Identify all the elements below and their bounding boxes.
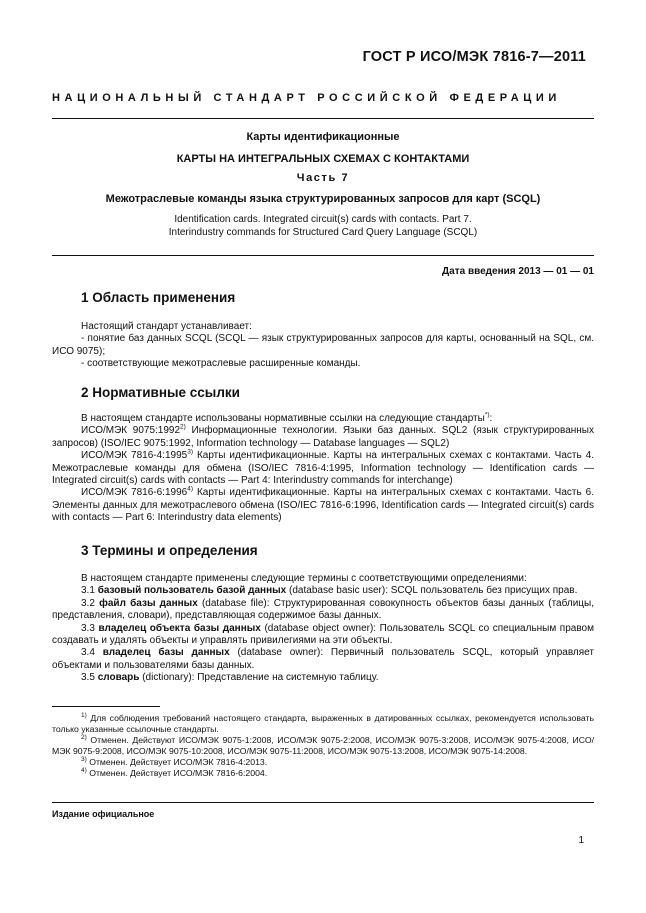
term-3-5: 3.5 словарь (dictionary): Представление на системную таблицу. [81, 672, 379, 684]
reference-iso-9075: ИСО/МЭК 9075:1992$^{2)}$ Информационные технологии. Языки баз данных. SQL2 (язык структурированных запросов) (ISO/IEC 9075:1992, Information technology — Database languages — SQL2) [52, 424, 594, 449]
term-3-1: 3.1 базовый пользователь базой данных (database basic user): SCQL пользователь без присущих прав. [81, 585, 578, 597]
footnote-divider [52, 706, 160, 707]
page-number: 1 [578, 835, 584, 846]
section-1-p2: - понятие баз данных SCQL (SCQL — язык структурированных запросов для карты, основанный на SQL, см. ИСО 9075); [52, 333, 594, 357]
section-2-intro: В настоящем стандарте использованы нормативные ссылки на следующие стандарты*): [81, 411, 493, 424]
footnotes [52, 713, 594, 779]
official-publication-label: Издание официальное [52, 809, 155, 819]
title-line-1: Карты идентификационные [246, 131, 400, 143]
section-2-body [52, 413, 594, 525]
section-3-body [52, 573, 594, 685]
section-3-intro: В настоящем стандарте применены следующие термины с соответствующими определениями: [81, 573, 527, 584]
title-part: Часть 7 [296, 172, 350, 184]
section-1-p1: Настоящий стандарт устанавливает: [81, 321, 252, 332]
term-3-2: 3.2 файл базы данных (database file): Структурированная совокупность объектов базы данных (таблицы, представления, словари), представляющая содержимое базы данных. [52, 597, 594, 622]
introduction-date: Дата введения 2013 — 01 — 01 [442, 266, 594, 277]
reference-iso-7816-6: ИСО/МЭК 7816-6:1996$^{4)}$ Карты идентификационные. Карты на интегральных схемах с контактами. Часть 6. Элементы данных для межотраслевого обмена (ISO/IEC 7816-6:1996, Identification cards — Integrated circuit(s) cards with contacts — Part 6: Interindustry data elements) [52, 486, 594, 524]
term-3-4: 3.4 владелец базы данных (database owner): Первичный пользователь SCQL, который управляет объектами и пользователями базы данных. [52, 647, 594, 671]
english-title-line-1: Identification cards. Integrated circuit(s) cards with contacts. Part 7. [174, 214, 472, 225]
top-divider [52, 118, 594, 119]
section-2-heading: 2 Нормативные ссылки [81, 385, 240, 400]
section-1-heading: 1 Область применения [81, 290, 236, 305]
section-1-p3: - соответствующие межотраслевые расширенные команды. [81, 358, 361, 370]
footnote-2: $^{2)}$ Отменен. Действуют ИСО/МЭК 9075-1:2008, ИСО/МЭК 9075-2:2008, ИСО/МЭК 9075-3:2008, ИСО/МЭК 9075-4:2008, ИСО/МЭК 9075-9:2008, ИСО/МЭК 9075-10:2008, ИСО/МЭК 9075-11:2008, ИСО/МЭК 9075-13:2008, ИСО/МЭК 9075-14:2008. [52, 734, 594, 756]
term-3-3: 3.3 владелец объекта базы данных (database object owner): Пользователь SCQL со специальным правом создавать и удалять объекты и управлять привилегиями на эти объекты. [52, 622, 594, 647]
english-title [52, 213, 594, 239]
title-line-2: КАРТЫ НА ИНТЕГРАЛЬНЫХ СХЕМАХ С КОНТАКТАМИ [176, 153, 470, 165]
national-standard-banner: НАЦИОНАЛЬНЫЙ СТАНДАРТ РОССИЙСКОЙ ФЕДЕРАЦИИ [52, 92, 561, 104]
footnote-4: $^{4)}$ Отменен. Действует ИСО/МЭК 7816-6:2004. [81, 767, 268, 778]
english-title-line-2: Interindustry commands for Structured Card Query Language (SCQL) [168, 227, 478, 238]
section-1-body [52, 321, 594, 371]
standard-number: ГОСТ Р ИСО/МЭК 7816-7—2011 [362, 49, 586, 65]
footnote-3: $^{3)}$ Отменен. Действует ИСО/МЭК 7816-4:2013. [81, 756, 268, 767]
title-divider [52, 255, 594, 256]
reference-iso-7816-4: ИСО/МЭК 7816-4:1995$^{3)}$ Карты идентификационные. Карты на интегральных схемах с контактами. Часть 4. Межотраслевые команды для обмена (ISO/IEC 7816-4:1995, Information technology — Identification cards — Integrated circuit(s) cards with contacts — Part 4: Interindustry commands for interchange) [52, 448, 594, 487]
title-line-4: Межотраслевые команды языка структурированных запросов для карт (SCQL) [105, 193, 541, 205]
footer-divider [52, 802, 594, 803]
section-3-heading: 3 Термины и определения [81, 543, 258, 558]
footnote-1: $^{1)}$ Для соблюдения требований настоящего стандарта, выраженных в датированных ссылках, рекомендуется использовать только указанные ссылочные стандарты. [52, 712, 594, 734]
